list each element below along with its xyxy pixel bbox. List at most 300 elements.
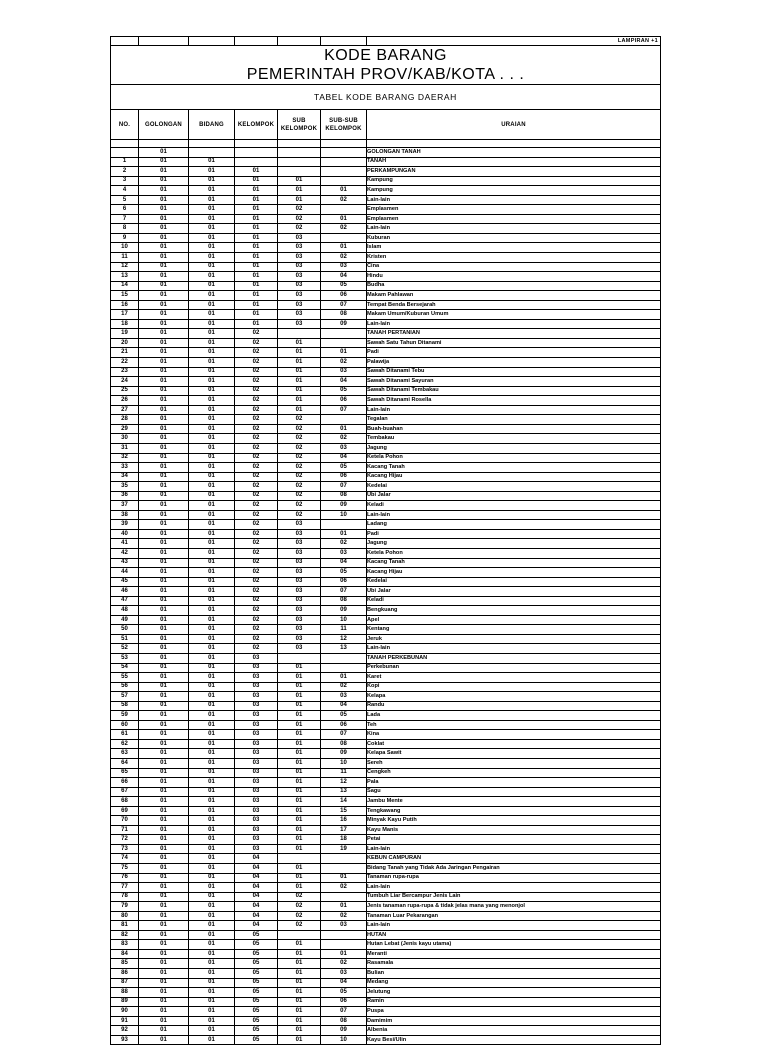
cell-no: 2 — [111, 167, 139, 177]
table-row — [111, 329, 661, 339]
cell-sub-kelompok: 03 — [278, 644, 321, 654]
table-row — [111, 673, 661, 683]
cell-kelompok: 02 — [235, 529, 278, 539]
col-header-sub-kelompok — [278, 110, 321, 140]
cell-sub-kelompok: 01 — [278, 673, 321, 683]
cell-no: 24 — [111, 377, 139, 387]
cell-sub-kelompok: 02 — [278, 472, 321, 482]
cell-kelompok: 05 — [235, 1007, 278, 1017]
cell-bidang: 01 — [189, 377, 235, 387]
cell-bidang: 01 — [189, 472, 235, 482]
table-row — [111, 233, 661, 243]
cap-cell — [139, 37, 189, 46]
cell-sub-sub-kelompok: 01 — [321, 873, 367, 883]
cell-bidang: 01 — [189, 291, 235, 301]
cell-sub-kelompok: 01 — [278, 358, 321, 368]
cell-kelompok: 01 — [235, 310, 278, 320]
cell-sub-sub-kelompok: 02 — [321, 224, 367, 234]
cell-uraian: Sereh — [367, 759, 661, 769]
cell-golongan: 01 — [139, 520, 189, 530]
cell-sub-kelompok: 01 — [278, 386, 321, 396]
cell-golongan: 01 — [139, 816, 189, 826]
cell-kelompok: 05 — [235, 959, 278, 969]
table-row — [111, 338, 661, 348]
cell-bidang: 01 — [189, 892, 235, 902]
cell-sub-kelompok: 03 — [278, 272, 321, 282]
cell-no: 30 — [111, 434, 139, 444]
cell-golongan: 01 — [139, 1016, 189, 1026]
cell-bidang: 01 — [189, 176, 235, 186]
cell-kelompok: 01 — [235, 319, 278, 329]
cell-bidang: 01 — [189, 768, 235, 778]
cell-sub-kelompok: 03 — [278, 568, 321, 578]
cell-golongan: 01 — [139, 902, 189, 912]
cell-no: 15 — [111, 291, 139, 301]
cell-sub-kelompok: 03 — [278, 548, 321, 558]
cell-uraian: KEBUN CAMPURAN — [367, 854, 661, 864]
cell-golongan: 01 — [139, 873, 189, 883]
cell-kelompok: 01 — [235, 253, 278, 263]
cell-golongan: 01 — [139, 233, 189, 243]
cell-golongan: 01 — [139, 577, 189, 587]
cell-golongan: 01 — [139, 472, 189, 482]
cell-golongan: 01 — [139, 720, 189, 730]
cell-golongan: 01 — [139, 940, 189, 950]
cell-golongan: 01 — [139, 806, 189, 816]
table-row — [111, 463, 661, 473]
cell-uraian: Kedelai — [367, 482, 661, 492]
cell-no: 51 — [111, 634, 139, 644]
spacer-cell — [321, 140, 367, 148]
table-row — [111, 653, 661, 663]
cell-sub-sub-kelompok — [321, 338, 367, 348]
cell-no: 17 — [111, 310, 139, 320]
cell-uraian: Buah-buahan — [367, 424, 661, 434]
cell-sub-sub-kelompok: 08 — [321, 1016, 367, 1026]
cell-sub-kelompok: 01 — [278, 730, 321, 740]
cell-kelompok: 03 — [235, 749, 278, 759]
cell-bidang: 01 — [189, 491, 235, 501]
cell-uraian: Kayu Manis — [367, 825, 661, 835]
cell-sub-sub-kelompok: 09 — [321, 606, 367, 616]
cell-bidang: 01 — [189, 367, 235, 377]
cell-sub-kelompok: 02 — [278, 892, 321, 902]
cell-kelompok: 02 — [235, 491, 278, 501]
cell-sub-sub-kelompok: 15 — [321, 806, 367, 816]
cell-bidang: 01 — [189, 587, 235, 597]
cell-kelompok: 03 — [235, 835, 278, 845]
table-row — [111, 358, 661, 368]
cell-sub-sub-kelompok — [321, 892, 367, 902]
cell-bidang: 01 — [189, 281, 235, 291]
cell-bidang: 01 — [189, 577, 235, 587]
cell-no: 66 — [111, 778, 139, 788]
cell-golongan: 01 — [139, 329, 189, 339]
cell-uraian: Lain-lain — [367, 844, 661, 854]
col-header-sub-sub-kelompok — [321, 110, 367, 140]
cell-bidang: 01 — [189, 873, 235, 883]
cell-bidang: 01 — [189, 434, 235, 444]
cell-bidang: 01 — [189, 749, 235, 759]
cell-golongan: 01 — [139, 644, 189, 654]
table-row — [111, 176, 661, 186]
col-header-golongan: GOLONGAN — [139, 110, 189, 140]
cell-bidang: 01 — [189, 310, 235, 320]
cell-kelompok: 02 — [235, 434, 278, 444]
cell-sub-kelompok: 03 — [278, 319, 321, 329]
cell-golongan: 01 — [139, 1026, 189, 1036]
cell-golongan: 01 — [139, 386, 189, 396]
cell-golongan: 01 — [139, 348, 189, 358]
cell-uraian: Lain-lain — [367, 644, 661, 654]
cell-kelompok: 02 — [235, 606, 278, 616]
spacer-cell — [139, 140, 189, 148]
cap-cell — [235, 37, 278, 46]
cell-kelompok: 05 — [235, 978, 278, 988]
cell-sub-kelompok: 02 — [278, 453, 321, 463]
cell-sub-kelompok: 01 — [278, 873, 321, 883]
cell-bidang: 01 — [189, 959, 235, 969]
cell-uraian: Cengkeh — [367, 768, 661, 778]
table-row — [111, 386, 661, 396]
cell-uraian: Jenis tanaman rupa-rupa & tidak jelas mana yang menonjol — [367, 902, 661, 912]
cell-uraian: Bengkuang — [367, 606, 661, 616]
cell-kelompok: 05 — [235, 1016, 278, 1026]
cell-golongan: 01 — [139, 434, 189, 444]
spacer-cell — [189, 140, 235, 148]
cell-golongan: 01 — [139, 749, 189, 759]
cell-bidang: 01 — [189, 415, 235, 425]
cell-uraian: Palawija — [367, 358, 661, 368]
table-row — [111, 291, 661, 301]
cell-bidang: 01 — [189, 214, 235, 224]
cell-sub-kelompok: 01 — [278, 844, 321, 854]
col-header-sub-sub-kelompok-line2: KELOMPOK — [325, 125, 362, 132]
cell-kelompok: 01 — [235, 262, 278, 272]
cell-no: 29 — [111, 424, 139, 434]
cell-kelompok: 02 — [235, 329, 278, 339]
table-row — [111, 243, 661, 253]
cell-golongan: 01 — [139, 988, 189, 998]
cell-uraian: Lain-lain — [367, 405, 661, 415]
table-row — [111, 711, 661, 721]
cell-sub-kelompok: 01 — [278, 949, 321, 959]
table-row — [111, 682, 661, 692]
cell-no: 47 — [111, 596, 139, 606]
cell-kelompok: 05 — [235, 969, 278, 979]
cell-sub-sub-kelompok: 14 — [321, 797, 367, 807]
cell-kelompok: 03 — [235, 711, 278, 721]
cell-sub-sub-kelompok: 05 — [321, 281, 367, 291]
cell-no: 78 — [111, 892, 139, 902]
table-row — [111, 281, 661, 291]
cell-kelompok: 03 — [235, 768, 278, 778]
cell-bidang: 01 — [189, 405, 235, 415]
cell-golongan: 01 — [139, 797, 189, 807]
table-row — [111, 663, 661, 673]
cell-golongan: 01 — [139, 653, 189, 663]
cell-sub-kelompok: 01 — [278, 186, 321, 196]
cell-kelompok: 01 — [235, 291, 278, 301]
table-row — [111, 367, 661, 377]
table-row — [111, 701, 661, 711]
cell-golongan: 01 — [139, 367, 189, 377]
cell-sub-sub-kelompok: 09 — [321, 501, 367, 511]
cell-no: 69 — [111, 806, 139, 816]
cell-no: 82 — [111, 930, 139, 940]
cell-uraian: Sagu — [367, 787, 661, 797]
spacer-cell — [367, 140, 661, 148]
cell-golongan: 01 — [139, 224, 189, 234]
cell-kelompok: 02 — [235, 338, 278, 348]
cell-uraian: Sawah Ditanami Tembakau — [367, 386, 661, 396]
cell-sub-sub-kelompok: 13 — [321, 644, 367, 654]
cell-sub-sub-kelompok: 09 — [321, 319, 367, 329]
cell-sub-kelompok: 01 — [278, 692, 321, 702]
cell-uraian: Makam Umum/Kuburan Umum — [367, 310, 661, 320]
table-row — [111, 558, 661, 568]
table-row — [111, 405, 661, 415]
cell-sub-kelompok: 01 — [278, 1007, 321, 1017]
cell-sub-kelompok: 02 — [278, 510, 321, 520]
cell-uraian: Keladi — [367, 596, 661, 606]
cell-sub-sub-kelompok: 03 — [321, 921, 367, 931]
cell-sub-sub-kelompok — [321, 520, 367, 530]
cell-bidang: 01 — [189, 510, 235, 520]
cell-sub-sub-kelompok — [321, 930, 367, 940]
cell-no: 67 — [111, 787, 139, 797]
cell-sub-kelompok: 01 — [278, 663, 321, 673]
cell-golongan: 01 — [139, 682, 189, 692]
cell-sub-kelompok: 02 — [278, 443, 321, 453]
cell-golongan: 01 — [139, 453, 189, 463]
cell-golongan: 01 — [139, 396, 189, 406]
cell-golongan: 01 — [139, 539, 189, 549]
cell-no: 20 — [111, 338, 139, 348]
cell-uraian: Ubi Jalar — [367, 491, 661, 501]
cell-kelompok: 02 — [235, 501, 278, 511]
cell-sub-sub-kelompok: 01 — [321, 949, 367, 959]
cell-golongan: 01 — [139, 424, 189, 434]
cell-golongan: 01 — [139, 148, 189, 158]
cell-golongan: 01 — [139, 272, 189, 282]
cell-sub-kelompok: 01 — [278, 864, 321, 874]
cell-no: 88 — [111, 988, 139, 998]
cell-golongan: 01 — [139, 443, 189, 453]
cell-kelompok: 03 — [235, 730, 278, 740]
table-row — [111, 253, 661, 263]
cell-no: 6 — [111, 205, 139, 215]
cell-uraian: Sawah Satu Tahun Ditanami — [367, 338, 661, 348]
cell-no: 5 — [111, 195, 139, 205]
cell-golongan: 01 — [139, 463, 189, 473]
table-row — [111, 415, 661, 425]
cell-sub-sub-kelompok: 02 — [321, 959, 367, 969]
cell-uraian: Keladi — [367, 501, 661, 511]
cell-kelompok: 02 — [235, 453, 278, 463]
cell-golongan: 01 — [139, 319, 189, 329]
cell-kelompok: 02 — [235, 510, 278, 520]
cell-sub-kelompok: 03 — [278, 243, 321, 253]
cell-no: 71 — [111, 825, 139, 835]
cell-bidang: 01 — [189, 883, 235, 893]
cell-golongan: 01 — [139, 405, 189, 415]
cell-sub-sub-kelompok: 07 — [321, 587, 367, 597]
cell-uraian: Kacang Hijau — [367, 472, 661, 482]
cell-no: 25 — [111, 386, 139, 396]
cell-bidang: 01 — [189, 949, 235, 959]
cell-sub-sub-kelompok — [321, 854, 367, 864]
cell-no: 23 — [111, 367, 139, 377]
cell-uraian: Lada — [367, 711, 661, 721]
table-row — [111, 377, 661, 387]
cell-bidang: 01 — [189, 969, 235, 979]
cell-no: 38 — [111, 510, 139, 520]
table-row — [111, 195, 661, 205]
cell-bidang: 01 — [189, 778, 235, 788]
cell-no: 31 — [111, 443, 139, 453]
cell-kelompok: 04 — [235, 854, 278, 864]
cell-sub-sub-kelompok: 02 — [321, 434, 367, 444]
cell-sub-sub-kelompok: 13 — [321, 787, 367, 797]
cell-sub-sub-kelompok: 02 — [321, 682, 367, 692]
cell-bidang: 01 — [189, 911, 235, 921]
cell-sub-kelompok: 01 — [278, 1016, 321, 1026]
cell-sub-sub-kelompok: 19 — [321, 844, 367, 854]
cell-no: 18 — [111, 319, 139, 329]
cell-uraian: Sawah Ditanami Rosella — [367, 396, 661, 406]
cell-sub-sub-kelompok: 06 — [321, 396, 367, 406]
cell-sub-sub-kelompok — [321, 233, 367, 243]
kode-barang-table — [110, 36, 661, 1045]
col-header-uraian: URAIAN — [367, 110, 661, 140]
cell-uraian: Pala — [367, 778, 661, 788]
cell-kelompok: 04 — [235, 921, 278, 931]
table-row — [111, 443, 661, 453]
cell-bidang: 01 — [189, 501, 235, 511]
cell-golongan: 01 — [139, 587, 189, 597]
cell-uraian: Kayu Besi/Ulin — [367, 1035, 661, 1045]
cell-kelompok: 02 — [235, 377, 278, 387]
col-header-no: NO. — [111, 110, 139, 140]
cell-kelompok: 02 — [235, 558, 278, 568]
cell-uraian: Hindu — [367, 272, 661, 282]
cell-kelompok: 01 — [235, 205, 278, 215]
cell-kelompok: 03 — [235, 844, 278, 854]
cell-bidang: 01 — [189, 844, 235, 854]
cell-bidang: 01 — [189, 606, 235, 616]
cell-sub-sub-kelompok: 12 — [321, 778, 367, 788]
cell-no: 9 — [111, 233, 139, 243]
cell-sub-sub-kelompok: 08 — [321, 596, 367, 606]
cell-sub-kelompok: 02 — [278, 434, 321, 444]
cell-sub-kelompok: 02 — [278, 482, 321, 492]
cell-sub-kelompok: 03 — [278, 281, 321, 291]
cell-uraian: TANAH PERTANIAN — [367, 329, 661, 339]
cell-golongan: 01 — [139, 1035, 189, 1045]
cell-no: 55 — [111, 673, 139, 683]
table-row — [111, 949, 661, 959]
table-row — [111, 816, 661, 826]
cell-golongan: 01 — [139, 243, 189, 253]
cell-sub-sub-kelompok: 07 — [321, 730, 367, 740]
cell-kelompok: 01 — [235, 281, 278, 291]
cell-no: 61 — [111, 730, 139, 740]
table-row — [111, 844, 661, 854]
cell-bidang: 01 — [189, 520, 235, 530]
cell-sub-kelompok: 03 — [278, 233, 321, 243]
cell-golongan: 01 — [139, 959, 189, 969]
cell-kelompok: 01 — [235, 233, 278, 243]
cell-uraian: Kampung — [367, 176, 661, 186]
cell-sub-sub-kelompok: 07 — [321, 1007, 367, 1017]
cell-no: 28 — [111, 415, 139, 425]
cell-golongan: 01 — [139, 377, 189, 387]
cell-no: 32 — [111, 453, 139, 463]
cell-kelompok: 02 — [235, 348, 278, 358]
cell-kelompok: 02 — [235, 482, 278, 492]
cell-uraian: Jagung — [367, 539, 661, 549]
cell-uraian: Puspa — [367, 1007, 661, 1017]
cell-no: 10 — [111, 243, 139, 253]
cell-kelompok: 01 — [235, 167, 278, 177]
cell-sub-sub-kelompok: 01 — [321, 529, 367, 539]
cell-sub-sub-kelompok: 05 — [321, 568, 367, 578]
cell-sub-sub-kelompok: 04 — [321, 978, 367, 988]
table-row — [111, 157, 661, 167]
cell-kelompok: 03 — [235, 720, 278, 730]
cell-sub-kelompok: 01 — [278, 806, 321, 816]
cell-sub-kelompok: 01 — [278, 940, 321, 950]
table-row — [111, 148, 661, 158]
cell-bidang: 01 — [189, 864, 235, 874]
cell-sub-kelompok: 01 — [278, 883, 321, 893]
cell-kelompok: 02 — [235, 443, 278, 453]
cell-sub-sub-kelompok: 09 — [321, 749, 367, 759]
cell-sub-kelompok: 01 — [278, 739, 321, 749]
table-row — [111, 873, 661, 883]
cell-no: 21 — [111, 348, 139, 358]
cell-golongan: 01 — [139, 482, 189, 492]
cell-kelompok: 05 — [235, 1035, 278, 1045]
table-row — [111, 272, 661, 282]
cell-no: 63 — [111, 749, 139, 759]
cell-kelompok: 02 — [235, 405, 278, 415]
cell-no: 54 — [111, 663, 139, 673]
cell-sub-sub-kelompok: 08 — [321, 739, 367, 749]
cell-golongan: 01 — [139, 358, 189, 368]
cell-no: 58 — [111, 701, 139, 711]
cell-golongan: 01 — [139, 1007, 189, 1017]
cell-golongan: 01 — [139, 854, 189, 864]
cell-no: 37 — [111, 501, 139, 511]
cell-golongan: 01 — [139, 568, 189, 578]
cell-bidang: 01 — [189, 634, 235, 644]
table-row — [111, 720, 661, 730]
cell-golongan: 01 — [139, 606, 189, 616]
cell-bidang: 01 — [189, 319, 235, 329]
cell-sub-sub-kelompok: 08 — [321, 310, 367, 320]
cell-kelompok: 02 — [235, 625, 278, 635]
cell-golongan: 01 — [139, 338, 189, 348]
cell-sub-kelompok: 03 — [278, 539, 321, 549]
cell-golongan: 01 — [139, 291, 189, 301]
cell-sub-sub-kelompok — [321, 329, 367, 339]
cell-golongan: 01 — [139, 864, 189, 874]
cell-sub-sub-kelompok: 01 — [321, 902, 367, 912]
cell-kelompok: 04 — [235, 902, 278, 912]
cell-sub-sub-kelompok: 02 — [321, 883, 367, 893]
